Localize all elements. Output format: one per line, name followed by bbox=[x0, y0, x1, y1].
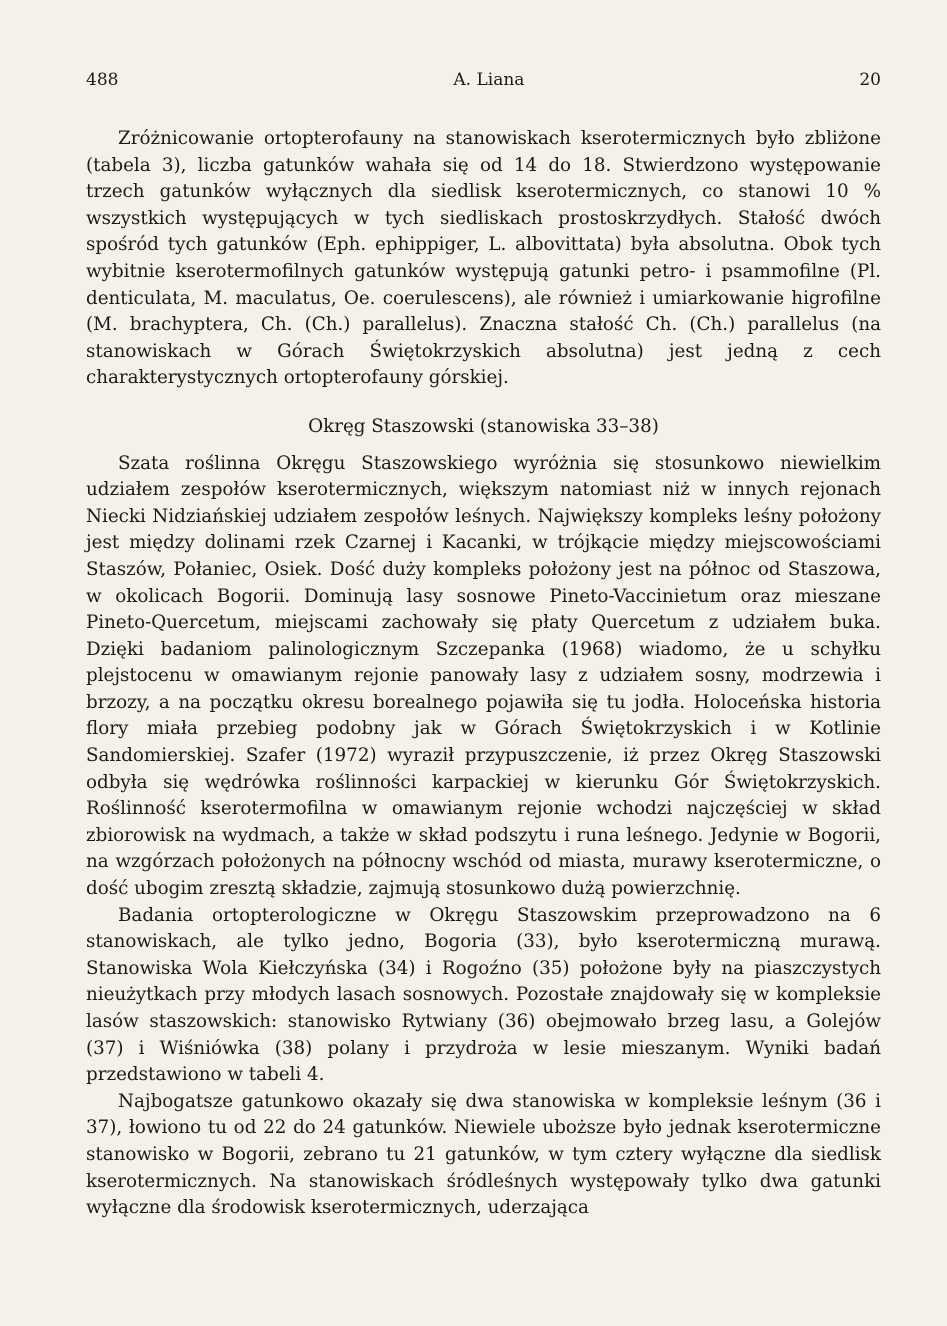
section-heading: Okręg Staszowski (stanowiska 33–38) bbox=[308, 415, 659, 437]
paragraph-richest-sites: Najbogatsze gatunkowo okazały się dwa stanowiska w kompleksie leśnym (36 i 37), łowiono tu od 22 do 24 gatunków. Niewiele uboższe było jednak kserotermiczne stanowisko w Bogorii, zebrano tu 21 gatunków, w tym cztery wyłączne dla siedlisk kserotermicznych. Na stanowiskach śródleśnych występowały tylko dwa gatunki wyłączne dla środowisk kserotermicznych, uderzająca bbox=[86, 1090, 881, 1219]
running-header bbox=[86, 70, 881, 90]
page-number: 488 bbox=[86, 70, 119, 90]
paragraph-research-sites: Badania ortopterologiczne w Okręgu Staszowskim przeprowadzono na 6 stanowiskach, ale tylko jedno, Bogoria (33), było kserotermiczną murawą. Stanowiska Wola Kiełczyńska (34) i Rogoźno (35) położone były na piaszczystych nieużytkach przy młodych lasach sosnowych. Pozostałe znajdowały się w kompleksie lasów staszowskich: stanowisko Rytwiany (36) obejmowało brzeg lasu, a Golejów (37) i Wiśniówka (38) polany i przydroża w lesie mieszanym. Wyniki badań przedstawiono w tabeli 4. bbox=[86, 904, 881, 1086]
body-text bbox=[86, 126, 881, 1222]
paragraph-vegetation: Szata roślinna Okręgu Staszowskiego wyróżnia się stosunkowo niewielkim udziałem zespołów kserotermicznych, większym natomiast niż w innych rejonach Niecki Nidziańskiej udziałem zespołów leśnych. Największy kompleks leśny położony jest między dolinami rzek Czarnej i Kacanki, w trójkącie między miejscowościami Staszów, Połaniec, Osiek. Dość duży kompleks położony jest na północ od Staszowa, w okolicach Bogorii. Dominują lasy sosnowe Pineto-Vaccinietum oraz mieszane Pineto-Quercetum, miejscami zachowały się płaty Quercetum z udziałem buka. Dzięki badaniom palinologicznym Szczepanka (1968) wiadomo, że u schyłku plejstocenu w omawianym rejonie panowały lasy z udziałem sosny, modrzewia i brzozy, a na początku okresu borealnego pojawiła się tu jodła. Holoceńska historia flory miała przebieg podobny jak w Górach Świętokrzyskich i w Kotlinie Sandomierskiej. Szafer (1972) wyraził przypuszczenie, iż przez Okręg Staszowski odbyła się wędrówka roślinności karpackiej w kierunku Gór Świętokrzyskich. Roślinność kserotermofilna w omawianym rejonie wchodzi najczęściej w skład zbiorowisk na wydmach, a także w skład podszytu i runa leśnego. Jedynie w Bogorii, na wzgórzach położonych na północny wschód od miasta, murawy kserotermiczne, o dość ubogim zresztą składzie, zajmują stosunkowo dużą powierzchnię. bbox=[86, 452, 881, 900]
volume-number: 20 bbox=[859, 70, 881, 90]
running-author: A. Liana bbox=[453, 70, 525, 90]
paragraph-orthoptera-diversity: Zróżnicowanie ortopterofauny na stanowiskach kserotermicznych było zbliżone (tabela 3), liczba gatunków wahała się od 14 do 18. Stwierdzono występowanie trzech gatunków wyłącznych dla siedlisk kserotermicznych, co stanowi 10 % wszystkich występujących w tych siedliskach prostoskrzydłych. Stałość dwóch spośród tych gatunków (Eph. ephippiger, L. albovittata) była absolutna. Obok tych wybitnie kserotermofilnych gatunków występują gatunki petro- i psammofilne (Pl. denticulata, M. maculatus, Oe. coerulescens), ale również i umiarkowanie higrofilne (M. brachyptera, Ch. (Ch.) parallelus). Znaczna stałość Ch. (Ch.) parallelus (na stanowiskach w Górach Świętokrzyskich absolutna) jest jedną z cech charakterystycznych ortopterofauny górskiej. bbox=[86, 128, 881, 389]
